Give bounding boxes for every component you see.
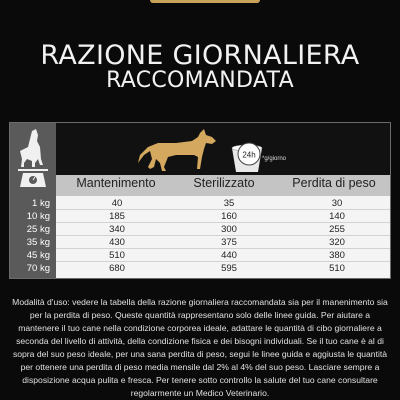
cell-perdita: 380 xyxy=(329,250,345,261)
weight-label: 70 kg xyxy=(26,263,50,274)
weight-label: 25 kg xyxy=(26,224,50,235)
cell-sterilizzato: 300 xyxy=(221,224,237,235)
cell-mantenimento: 680 xyxy=(109,263,125,274)
cell-mantenimento: 510 xyxy=(109,250,125,261)
header-band xyxy=(56,123,390,175)
golden-dog-icon xyxy=(136,127,226,177)
column-header: Sterilizzato xyxy=(193,176,255,190)
cell-perdita: 140 xyxy=(329,211,345,222)
cell-perdita: 510 xyxy=(329,263,345,274)
cell-mantenimento: 185 xyxy=(109,211,125,222)
column-header: Mantenimento xyxy=(76,176,156,190)
row-divider xyxy=(56,209,390,210)
weight-label: 35 kg xyxy=(26,237,50,248)
cell-perdita: 30 xyxy=(331,198,343,209)
cell-mantenimento: 430 xyxy=(109,237,125,248)
24h-clock-icon xyxy=(226,142,306,182)
weight-label: 45 kg xyxy=(26,250,50,261)
usage-description: Modalità d'uso: vedere la tabella della razione giornaliera raccomandata sia per il manenimento sia per la perdita di peso. Queste quantità rappresentano solo delle linee guida. Per aiutare a mantenere il tuo cane nella condizione corporea ideale, adattare le quantità di cibo giornaliere a seconda del livello di attività, della condizione fisica e dei bisogni individuali. Se il tuo cane è al di sopra del suo peso ideale, per una sana perdita di peso, segui le linee guida e aggiusta le quantità per ottenere una perdita di peso media mensile dal 2% al 4% del suo peso. Lasciare sempre a disposizione acqua pulita e fresca. Per tenere sotto controllo la salute del tuo cane consultare regolarmente un Medico Veterinario. xyxy=(12,297,388,398)
cell-mantenimento: 40 xyxy=(111,198,123,209)
row-divider xyxy=(56,222,390,223)
title-line-2: RACCOMANDATA xyxy=(106,68,294,93)
cell-sterilizzato: 595 xyxy=(221,263,237,274)
column-headers xyxy=(56,175,390,196)
column-header: Perdita di peso xyxy=(292,176,376,190)
weight-label: 10 kg xyxy=(26,211,50,222)
cell-sterilizzato: 35 xyxy=(223,198,235,209)
gold-accent-line xyxy=(150,0,260,3)
table-body xyxy=(56,196,390,278)
weight-label: 1 kg xyxy=(32,198,50,209)
feeding-table xyxy=(9,122,391,279)
cell-sterilizzato: 375 xyxy=(221,237,237,248)
weight-column xyxy=(10,196,56,278)
row-divider xyxy=(56,261,390,262)
row-divider xyxy=(56,248,390,249)
cell-sterilizzato: 440 xyxy=(221,250,237,261)
cell-sterilizzato: 160 xyxy=(221,211,237,222)
cell-perdita: 255 xyxy=(329,224,345,235)
dog-on-scale-icon xyxy=(10,125,56,195)
row-divider xyxy=(56,235,390,236)
hours-label: 24h xyxy=(242,150,256,160)
per-day-label: *g/giorno xyxy=(262,156,287,162)
cell-mantenimento: 340 xyxy=(109,224,125,235)
title-line-1: RAZIONE GIORNALIERA xyxy=(40,40,360,71)
cell-perdita: 320 xyxy=(329,237,345,248)
